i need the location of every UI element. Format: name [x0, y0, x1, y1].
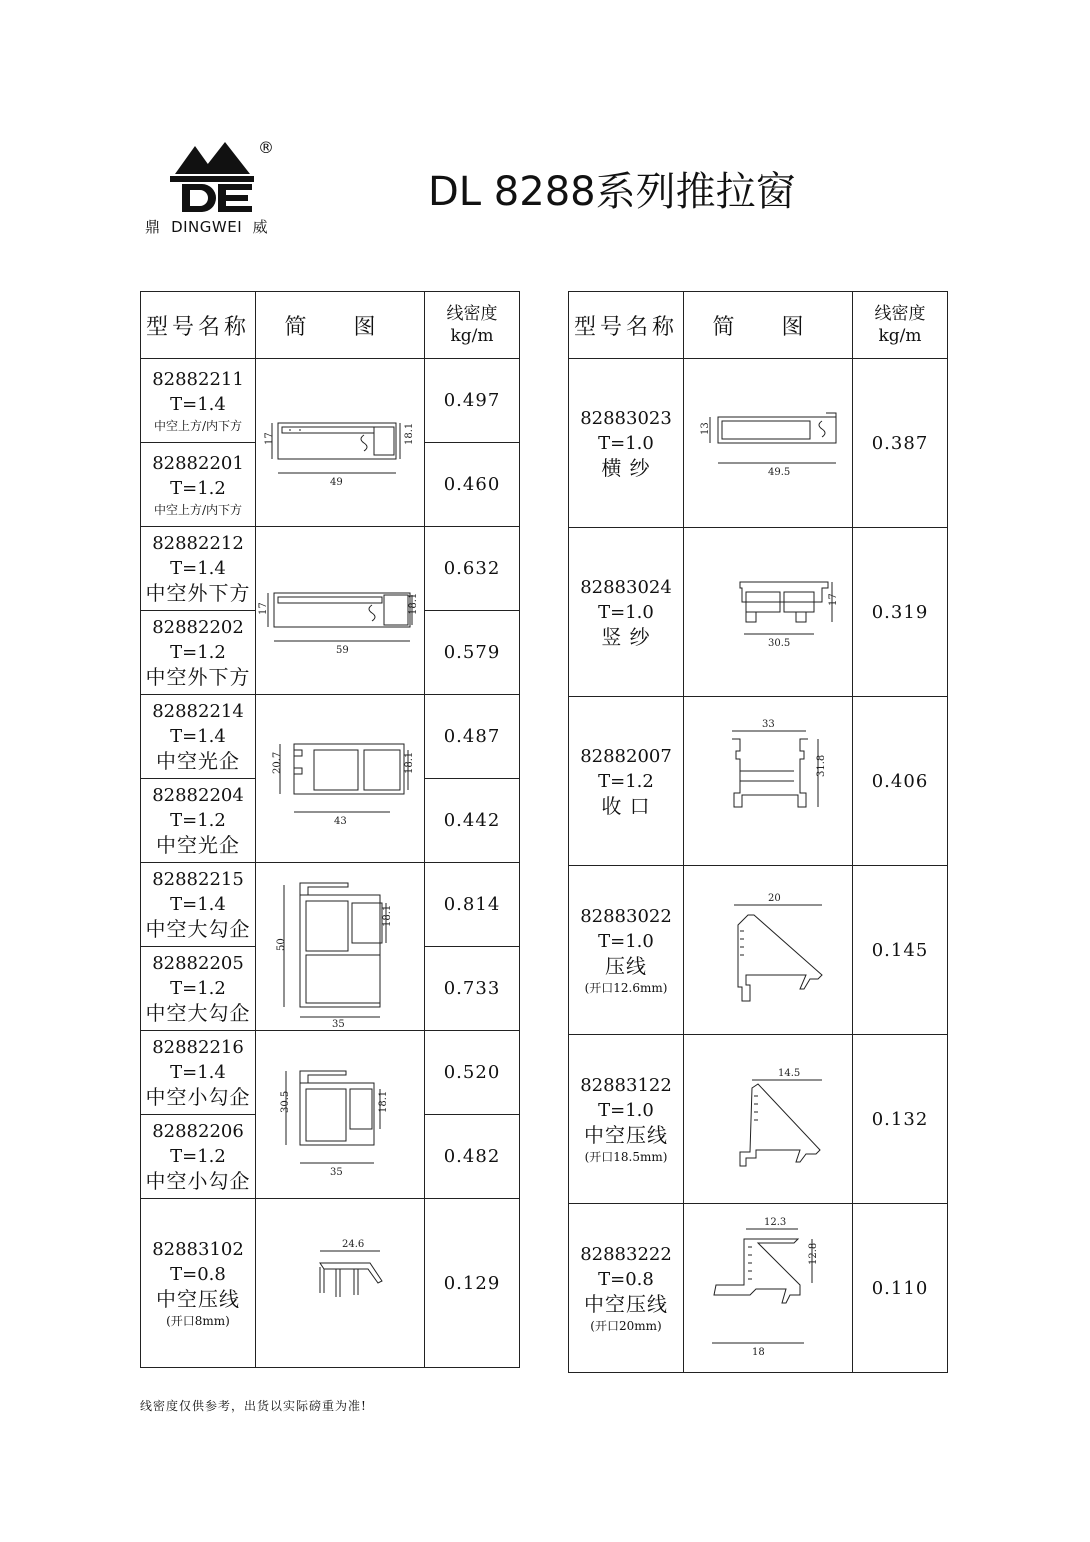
profile-sketch-icon — [688, 885, 848, 1015]
sketch-cell — [256, 1031, 425, 1199]
table-row — [141, 527, 520, 611]
profile-sketch-icon — [260, 551, 420, 671]
dim-height: 20.7 — [272, 751, 283, 774]
table-row — [569, 866, 948, 1035]
sketch-cell — [684, 1035, 853, 1204]
table-row — [569, 697, 948, 866]
sketch-cell — [256, 527, 425, 695]
header-row — [141, 292, 520, 359]
table-row — [141, 1199, 520, 1368]
dim-height: 17 — [258, 601, 269, 615]
dim-inner: 18.1 — [378, 1090, 389, 1113]
profile-sketch-icon — [688, 552, 848, 672]
right-spec-table — [568, 291, 948, 1373]
density-value: 0.406 — [853, 697, 948, 866]
dim-width: 49.5 — [768, 467, 791, 478]
model-cell: 82882202 T=1.2 中空外下方 — [141, 611, 256, 695]
table-row — [569, 1204, 948, 1373]
table-row — [569, 359, 948, 528]
dim-width: 18 — [752, 1347, 765, 1358]
profile-sketch-icon — [260, 1045, 420, 1185]
profile-sketch-icon — [688, 1213, 848, 1363]
density-value: 0.814 — [425, 863, 520, 947]
table-row — [141, 695, 520, 779]
model-cell: 82882214 T=1.4 中空光企 — [141, 695, 256, 779]
sketch-cell — [256, 359, 425, 527]
density-value: 0.520 — [425, 1031, 520, 1115]
profile-sketch-icon — [260, 1223, 420, 1343]
profile-sketch-icon — [260, 867, 420, 1030]
dim-height: 50 — [276, 937, 287, 951]
sketch-cell — [684, 528, 853, 697]
header-model: 型号名称 — [569, 292, 684, 359]
dim-width: 33 — [762, 719, 775, 730]
dim-width: 49 — [330, 476, 343, 488]
sketch-cell — [684, 866, 853, 1035]
sketch-cell — [684, 697, 853, 866]
model-cell: 82882216 T=1.4 中空小勾企 — [141, 1031, 256, 1115]
dim-width: 24.6 — [342, 1239, 365, 1250]
density-value: 0.319 — [853, 528, 948, 697]
header-row — [569, 292, 948, 359]
density-value: 0.497 — [425, 359, 520, 443]
dim-width: 20 — [768, 893, 781, 904]
dim-width: 35 — [332, 1018, 345, 1030]
density-value: 0.387 — [853, 359, 948, 528]
dim-height: 13 — [700, 422, 711, 435]
density-value: 0.145 — [853, 866, 948, 1035]
model-cell: 82882211 T=1.4 中空上方/内下方 — [141, 359, 256, 443]
density-value: 0.110 — [853, 1204, 948, 1373]
registered-mark: ® — [258, 138, 274, 157]
dim-height: 12.8 — [808, 1242, 819, 1265]
profile-sketch-icon — [260, 714, 420, 844]
table-row — [569, 1035, 948, 1204]
dim-width: 59 — [336, 644, 349, 656]
header-sketch: 简 图 — [684, 292, 853, 359]
dim-inner: 18.1 — [404, 422, 415, 445]
table-row — [141, 863, 520, 947]
sketch-cell — [684, 1204, 853, 1373]
model-cell: 82882007 T=1.2 收 口 — [569, 697, 684, 866]
profile-sketch-icon — [688, 711, 848, 851]
density-value: 0.129 — [425, 1199, 520, 1368]
dim-height: 30.5 — [280, 1090, 291, 1113]
header-density: 线密度 kg/m — [853, 292, 948, 359]
dim-height: 17 — [828, 593, 839, 606]
model-cell: 82883023 T=1.0 横 纱 — [569, 359, 684, 528]
density-value: 0.632 — [425, 527, 520, 611]
page-title: DL 8288系列推拉窗 — [428, 169, 796, 215]
density-value: 0.460 — [425, 443, 520, 527]
header-model: 型号名称 — [141, 292, 256, 359]
dim-height: 31.8 — [816, 754, 827, 777]
footnote: 线密度仅供参考，出货以实际磅重为准! — [140, 1399, 367, 1413]
model-cell: 82882206 T=1.2 中空小勾企 — [141, 1115, 256, 1199]
table-row — [569, 528, 948, 697]
model-cell: 82883102 T=0.8 中空压线 (开口8mm) — [141, 1199, 256, 1368]
brand-name: 鼎 DINGWEI 威 — [145, 218, 269, 236]
left-spec-table — [140, 291, 520, 1368]
model-cell: 82882205 T=1.2 中空大勾企 — [141, 947, 256, 1031]
density-value: 0.132 — [853, 1035, 948, 1204]
density-value: 0.442 — [425, 779, 520, 863]
dim-inner: 18.1 — [404, 751, 415, 774]
dim-width: 14.5 — [778, 1068, 801, 1079]
model-cell: 82883024 T=1.0 竖 纱 — [569, 528, 684, 697]
sketch-cell — [256, 695, 425, 863]
model-cell: 82882212 T=1.4 中空外下方 — [141, 527, 256, 611]
dim-width: 30.5 — [768, 638, 791, 649]
density-value: 0.579 — [425, 611, 520, 695]
sketch-cell — [256, 863, 425, 1031]
table-row — [141, 359, 520, 443]
dim-height: 17 — [264, 431, 275, 445]
model-cell: 82883022 T=1.0 压线 (开口12.6mm) — [569, 866, 684, 1035]
model-cell: 82883122 T=1.0 中空压线 (开口18.5mm) — [569, 1035, 684, 1204]
model-cell: 82882204 T=1.2 中空光企 — [141, 779, 256, 863]
dim-inner: 18.1 — [382, 904, 393, 927]
profile-sketch-icon — [688, 1054, 848, 1184]
dim-width: 43 — [334, 815, 347, 827]
density-value: 0.482 — [425, 1115, 520, 1199]
dim-inner: 18.1 — [408, 592, 419, 615]
profile-sketch-icon — [260, 383, 420, 503]
sketch-cell — [256, 1199, 425, 1368]
density-value: 0.487 — [425, 695, 520, 779]
header-sketch: 简 图 — [256, 292, 425, 359]
header-density: 线密度 kg/m — [425, 292, 520, 359]
model-cell: 82882215 T=1.4 中空大勾企 — [141, 863, 256, 947]
dim-width: 35 — [330, 1166, 343, 1178]
model-cell: 82882201 T=1.2 中空上方/内下方 — [141, 443, 256, 527]
sketch-cell — [684, 359, 853, 528]
dim-top: 12.3 — [764, 1217, 787, 1228]
model-cell: 82883222 T=0.8 中空压线 (开口20mm) — [569, 1204, 684, 1373]
table-row — [141, 1031, 520, 1115]
profile-sketch-icon — [688, 383, 848, 503]
density-value: 0.733 — [425, 947, 520, 1031]
